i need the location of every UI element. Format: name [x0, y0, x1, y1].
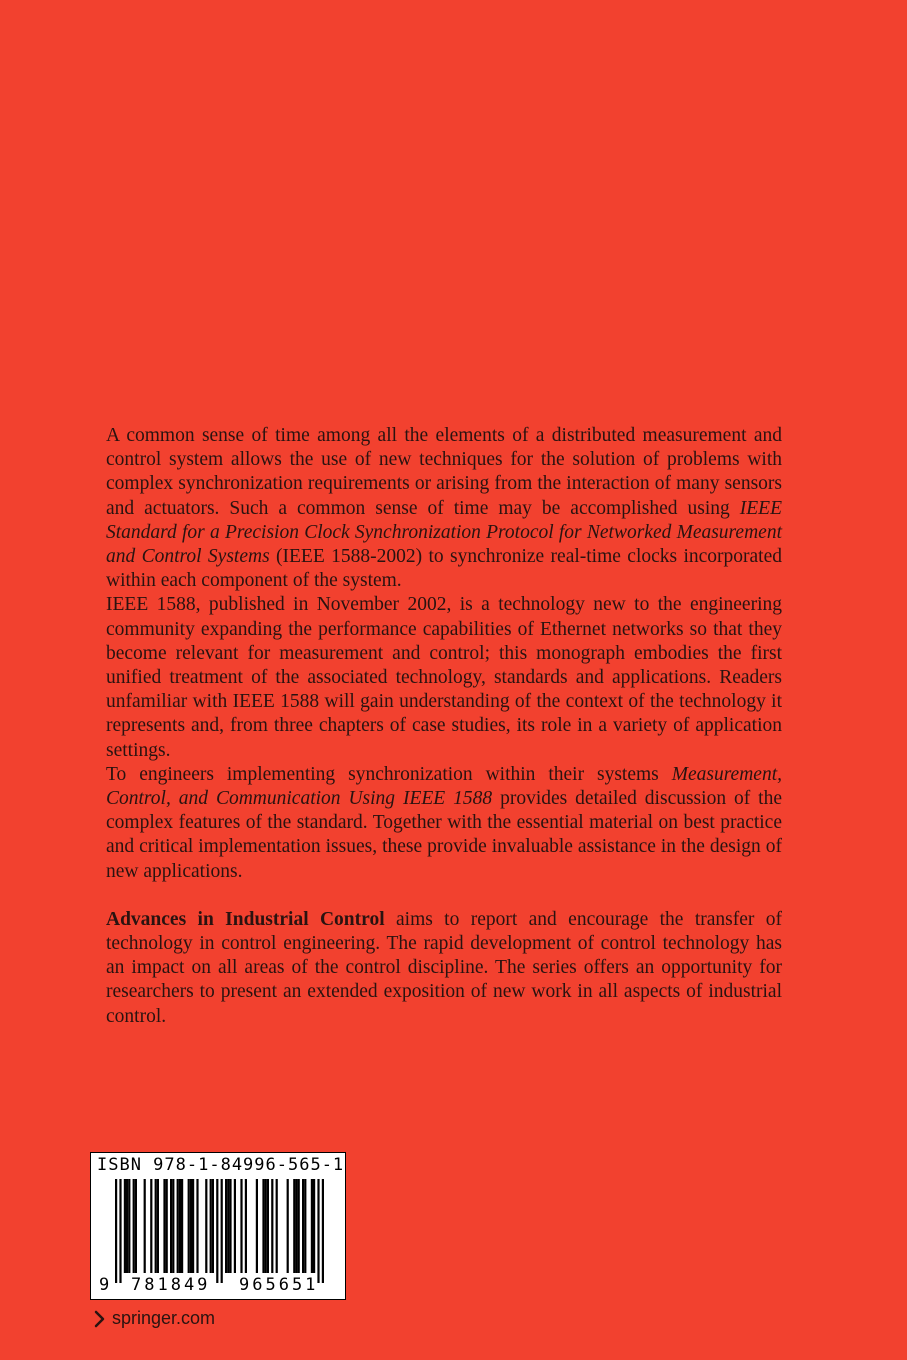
barcode-bar	[179, 1179, 181, 1273]
barcode-bar	[181, 1179, 183, 1273]
barcode-bar	[192, 1179, 194, 1273]
barcode-bar	[166, 1179, 168, 1273]
barcode-bar	[210, 1179, 212, 1273]
barcode-bar	[276, 1179, 278, 1273]
barcode-bar	[234, 1179, 236, 1273]
isbn-label: ISBN 978-1-84996-565-1	[97, 1155, 345, 1175]
barcode-bar	[172, 1179, 174, 1273]
barcode-bar	[322, 1179, 324, 1283]
barcode-bar	[150, 1179, 152, 1273]
barcode-bar	[212, 1179, 214, 1273]
barcode-bars	[115, 1179, 325, 1283]
barcode-bar	[287, 1179, 289, 1273]
barcode-bar	[133, 1179, 135, 1273]
series-name: Advances in Industrial Control	[106, 908, 385, 930]
barcode-bar	[155, 1179, 157, 1273]
barcode-bar	[221, 1179, 223, 1283]
description-paragraph-3: To engineers implementing synchronization within their systems Measurement, Control, and Communication Using IEEE 1588 provides detailed discussion of the complex features of the standard. Together with the essential material on best practice and critical implementation issues, these provide invaluable assistance in the design of new applications.	[106, 763, 782, 882]
barcode-bar	[240, 1179, 242, 1273]
barcode-bar	[298, 1179, 300, 1273]
barcode-bar	[124, 1179, 126, 1273]
barcode-bar	[216, 1179, 218, 1283]
barcode-bar	[267, 1179, 269, 1273]
barcode-bar	[126, 1179, 128, 1273]
barcode-bar	[190, 1179, 192, 1273]
barcode-bar	[170, 1179, 172, 1273]
barcode-bar	[317, 1179, 319, 1283]
barcode-bar	[144, 1179, 146, 1273]
barcode-bar	[188, 1179, 190, 1273]
barcode-bar	[295, 1179, 297, 1273]
barcode-bar	[313, 1179, 315, 1273]
barcode-bar	[302, 1179, 304, 1273]
ean-right-digits: 965651	[239, 1275, 319, 1295]
barcode-bar	[163, 1179, 165, 1273]
barcode-bar	[256, 1179, 258, 1273]
barcode-bar	[205, 1179, 207, 1273]
publisher-link[interactable]	[94, 1308, 215, 1329]
barcode-bar	[265, 1179, 267, 1273]
barcode-bar	[229, 1179, 231, 1273]
series-paragraph: Advances in Industrial Control aims to report and encourage the transfer of technology in control engineering. The rapid development of control technology has an impact on all areas of the control discipline. The series offers an opportunity for researchers to present an extended exposition of new work in all aspects of industrial control.	[106, 908, 782, 1027]
ean-first-digit: 9	[99, 1275, 110, 1295]
barcode-bar	[271, 1179, 273, 1273]
barcode-bar	[119, 1179, 121, 1283]
barcode-bar	[262, 1179, 264, 1273]
standard-title: IEEE Standard for a Precision Clock Synchronization Protocol for Networked Measurement and Control Systems	[106, 497, 782, 568]
ean-left-digits: 781849	[131, 1275, 211, 1295]
barcode-bar	[293, 1179, 295, 1273]
publisher-website[interactable]: springer.com	[112, 1308, 216, 1328]
barcode-bar	[227, 1179, 229, 1273]
barcode-bar	[196, 1179, 198, 1273]
barcode-bar	[128, 1179, 130, 1273]
barcode-bar	[225, 1179, 227, 1273]
barcode-bar	[157, 1179, 159, 1273]
description-paragraph-1: A common sense of time among all the elements of a distributed measurement and control system allows the use of new techniques for the solution of problems with complex synchronization requirements or arising from the interaction of many sensors and actuators. Such a common sense of time may be accomplished using IEEE Standard for a Precision Clock Synchronization Protocol for Networked Measurement and Control Systems (IEEE 1588-2002) to synchronize real-time clocks incorporated within each component of the system.	[106, 425, 782, 592]
book-title: Measurement, Control, and Communication Using IEEE 1588	[106, 763, 782, 810]
barcode-bar	[311, 1179, 313, 1273]
description-text	[106, 424, 782, 1029]
description-paragraph-2: IEEE 1588, published in November 2002, is a technology new to the engineering community expanding the performance capabilities of Ethernet networks so that they become relevant for measurement and control; this monograph embodies the first unified treatment of the associated technology, standards and applications. Readers unfamiliar with IEEE 1588 will gain understanding of the context of the technology it represents and, from three chapters of case studies, its role in a variety of application settings.	[106, 594, 782, 761]
barcode-bar	[304, 1179, 306, 1273]
barcode-bar	[135, 1179, 137, 1273]
chevron-right-icon	[94, 1310, 106, 1328]
isbn-barcode	[90, 1152, 346, 1300]
barcode-bar	[177, 1179, 179, 1273]
barcode-bar	[115, 1179, 117, 1283]
barcode-bar	[245, 1179, 247, 1273]
